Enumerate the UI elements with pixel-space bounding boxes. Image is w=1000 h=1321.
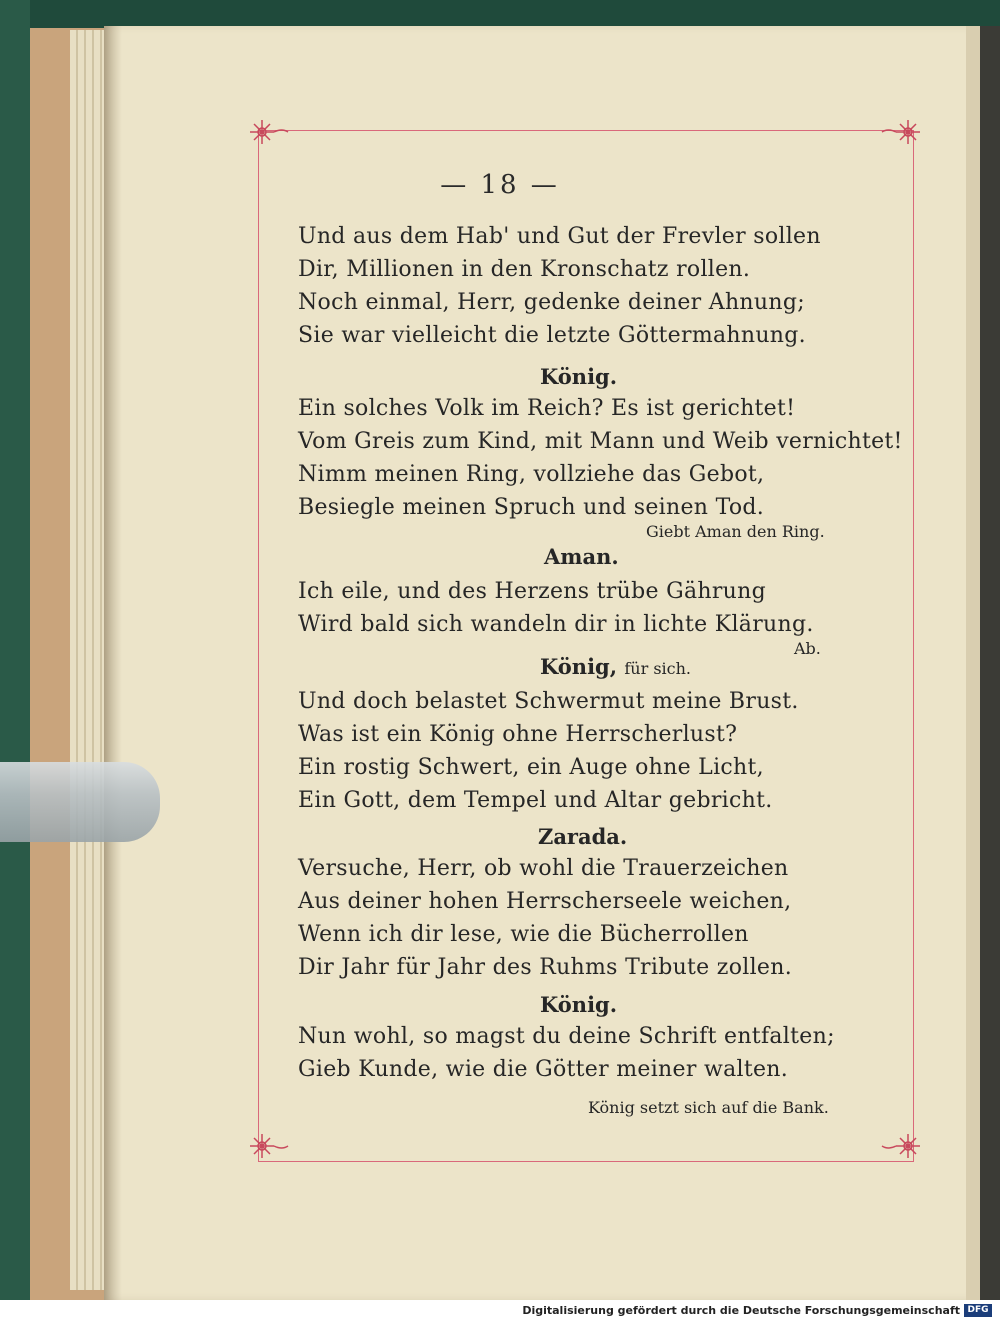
stage-direction: Ab. (794, 639, 821, 658)
verse-line: Ich eile, und des Herzens trübe Gährung (298, 579, 766, 604)
verse-line: Vom Greis zum Kind, mit Mann und Weib vernichtet! (298, 429, 903, 454)
stage-direction: Giebt Aman den Ring. (646, 522, 825, 541)
ornament-bottom-left-icon (238, 1124, 290, 1176)
speaker-name: König, (540, 654, 618, 679)
page-number: — 18 — (440, 170, 560, 200)
verse-line: Und aus dem Hab' und Gut der Frevler sollen (298, 224, 821, 249)
speaker-heading: Aman. (544, 544, 619, 569)
verse-line: Aus deiner hohen Herrscherseele weichen, (298, 889, 792, 914)
ornament-top-right-icon (880, 112, 932, 164)
verse-line: Wird bald sich wandeln dir in lichte Klärung. (298, 612, 814, 637)
bookmark-clip (0, 762, 160, 842)
verse-line: Ein rostig Schwert, ein Auge ohne Licht, (298, 755, 764, 780)
verse-line: Ein Gott, dem Tempel und Altar gebricht. (298, 788, 773, 813)
verse-line: Nimm meinen Ring, vollziehe das Gebot, (298, 462, 765, 487)
speaker-aside: für sich. (624, 659, 691, 678)
speaker-heading (540, 654, 691, 679)
verse-line: Sie war vielleicht die letzte Göttermahnung. (298, 323, 806, 348)
ornament-bottom-right-icon (880, 1124, 932, 1176)
speaker-heading: König. (540, 992, 618, 1017)
right-page-edge (966, 26, 980, 1300)
verse-line: Wenn ich dir lese, wie die Bücherrollen (298, 922, 749, 947)
verse-line: Dir, Millionen in den Kronschatz rollen. (298, 257, 751, 282)
verse-line: Gieb Kunde, wie die Götter meiner walten. (298, 1057, 789, 1082)
speaker-heading: Zarada. (538, 824, 628, 849)
verse-line: Besiegle meinen Spruch und seinen Tod. (298, 495, 765, 520)
spine-shadow (104, 26, 122, 1300)
ornament-top-left-icon (238, 112, 290, 164)
verse-line: Ein solches Volk im Reich? Es ist gerichtet! (298, 396, 796, 421)
dfg-logo-icon: DFG (964, 1304, 992, 1317)
verse-line: Noch einmal, Herr, gedenke deiner Ahnung; (298, 290, 805, 315)
verse-line: Versuche, Herr, ob wohl die Trauerzeichen (298, 856, 789, 881)
verse-line: Und doch belastet Schwermut meine Brust. (298, 689, 799, 714)
verse-line: Nun wohl, so magst du deine Schrift entfalten; (298, 1024, 835, 1049)
stage-direction: König setzt sich auf die Bank. (588, 1098, 829, 1117)
footer-credit: Digitalisierung gefördert durch die Deutsche Forschungsgemeinschaft (522, 1304, 960, 1317)
speaker-heading: König. (540, 364, 618, 389)
verse-line: Dir Jahr für Jahr des Ruhms Tribute zollen. (298, 955, 792, 980)
verse-line: Was ist ein König ohne Herrscherlust? (298, 722, 738, 747)
